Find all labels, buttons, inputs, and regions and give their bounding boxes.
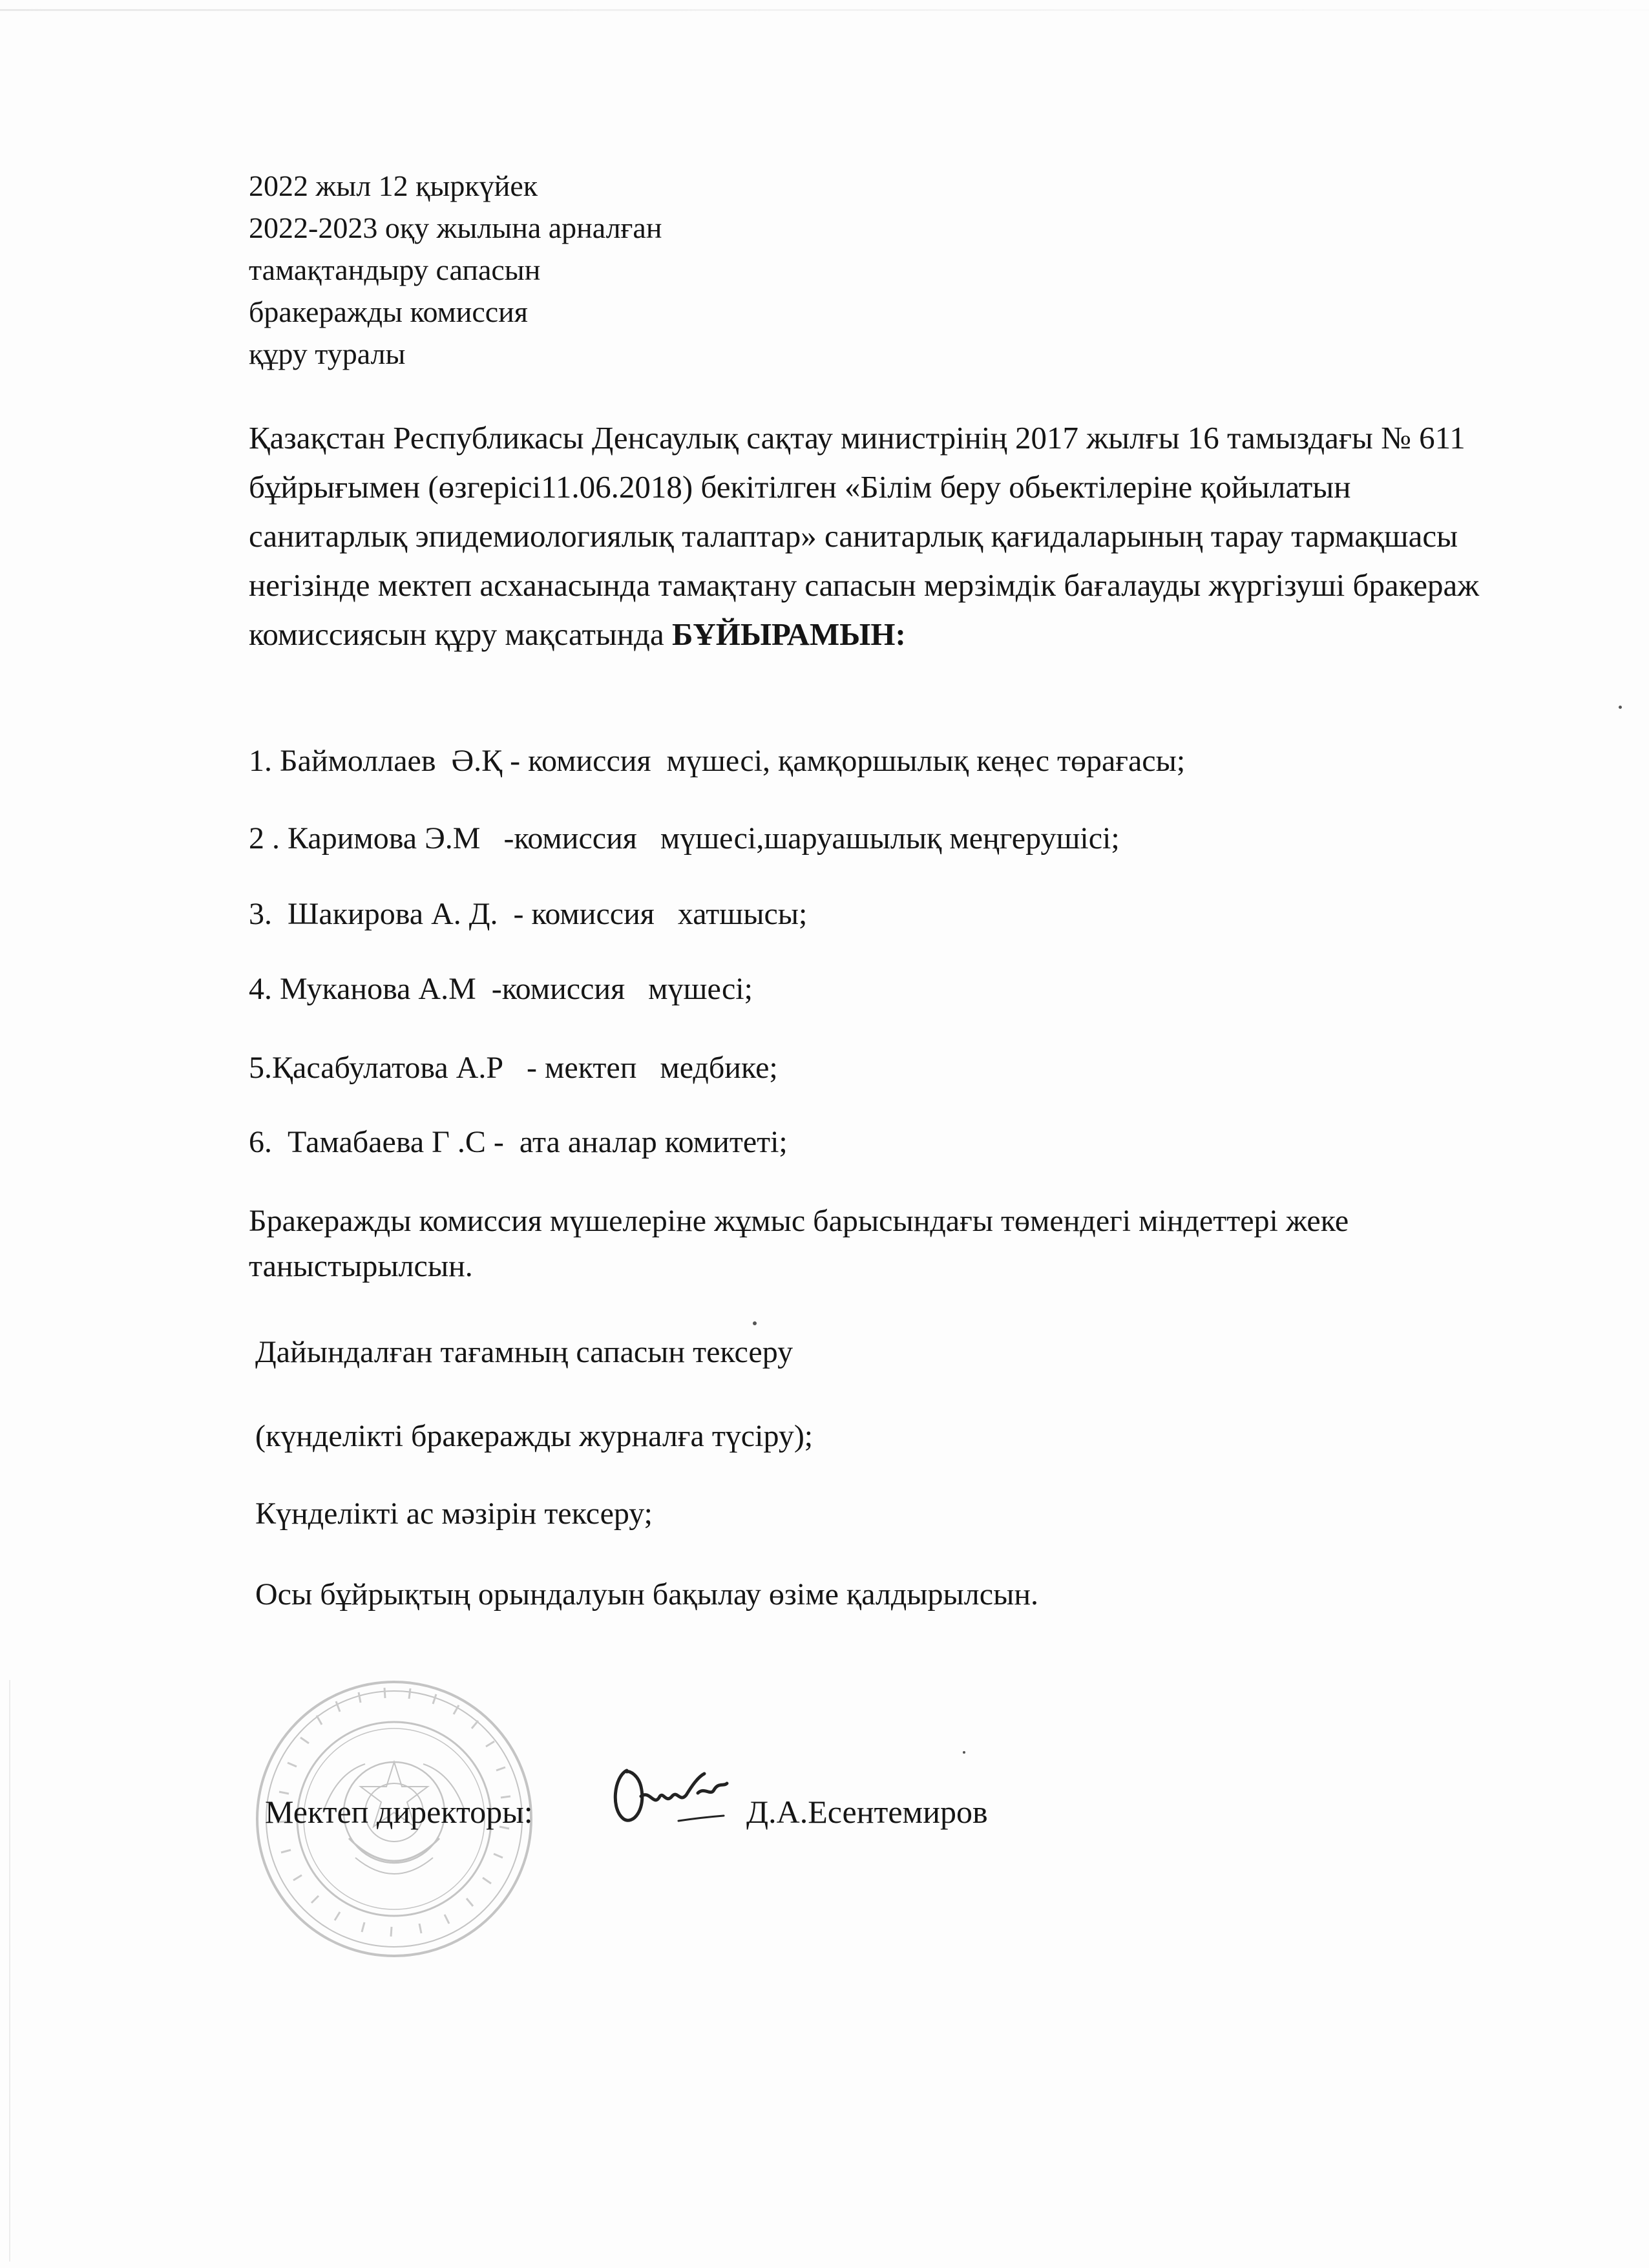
scan-speck [1619,706,1622,709]
member-item: 6. Тамабаева Г .С - ата аналар комитеті; [249,1125,788,1159]
director-name: Д.А.Есентемиров [746,1794,988,1830]
order-preamble [249,414,1496,659]
member-item: 4. Муканова А.М -комиссия мүшесі; [249,972,753,1006]
scan-speck [963,1751,965,1754]
director-title: Мектеп директоры: [265,1794,533,1830]
order-subject-line: тамақтандыру сапасын [249,253,541,286]
member-item: 1. Баймоллаев Ә.Қ - комиссия мүшесі, қамқоршылық кеңес төрағасы; [249,744,1186,778]
scan-edge [9,1680,10,2262]
scan-edge [0,9,1649,11]
scan-speck [753,1321,757,1325]
order-header [249,165,662,375]
member-item: 3. Шакирова А. Д. - комиссия хатшысы; [249,897,808,931]
handwritten-signature-icon [601,1758,740,1835]
duty-item: Дайындалған тағамның сапасын тексеру [255,1335,793,1369]
order-date: 2022 жыл 12 қыркүйек [249,169,538,202]
preamble-text: Қазақстан Республикасы Денсаулық сақтау министрінің 2017 жылғы 16 тамыздағы № 611 бұйрығымен (өзгерісі11.06.2018) бекітілген «Білім беру обьектілеріне қойылатын санитарлық эпидемиологиялық талаптар» санитарлық қағидаларының тарау тармақшасы негізінде мектеп асханасында тамақтану сапасын мерзімдік бағалауды жүргізуші бракераж комиссиясын құру мақсатында [249,420,1480,652]
order-subject-line: құру туралы [249,337,406,370]
member-item: 2 . Каримова Э.М -комиссия мүшесі,шаруашылық меңгерушісі; [249,821,1120,856]
duties-intro: Бракеражды комиссия мүшелеріне жұмыс барысындағы төмендегі міндеттері жеке таныстырылсын. [249,1204,1349,1283]
control-clause: Осы бұйрықтың орындалуын бақылау өзіме қалдырылсын. [255,1577,1038,1612]
duty-item: Күнделікті ас мәзірін тексеру; [255,1496,653,1531]
duty-item-note: (күнделікті бракеражды журналға түсіру); [255,1419,814,1453]
order-subject-line: 2022-2023 оқу жылына арналған [249,211,662,244]
order-subject-line: бракеражды комиссия [249,295,528,328]
member-item: 5.Қасабулатова А.Р - мектеп медбике; [249,1051,778,1085]
order-word: БҰЙЫРАМЫН: [671,616,906,652]
